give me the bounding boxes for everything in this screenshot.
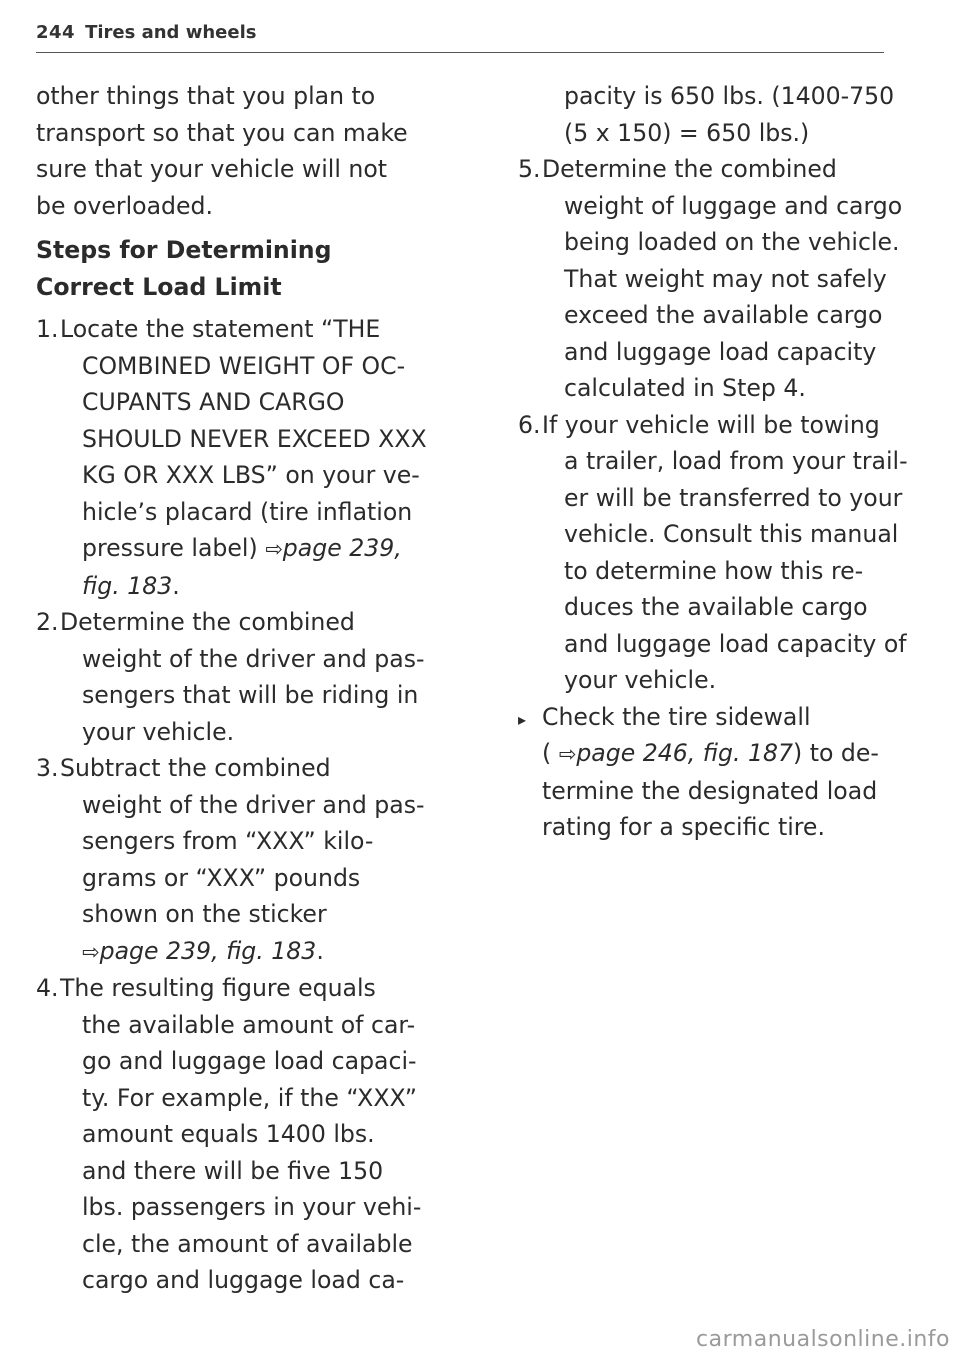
text-line: Determine the combined (542, 155, 837, 183)
step-3 (36, 750, 476, 970)
section-title: Tires and wheels (85, 22, 257, 43)
text-line: to determine how this re- (564, 556, 864, 585)
text-line: rating for a specific tire. (542, 813, 825, 841)
step-number: 5. (518, 155, 541, 183)
page-reference-link[interactable]: page 246, fig. 187 (576, 739, 794, 767)
text-line: weight of the driver and pas- (82, 790, 425, 819)
text-line: amount equals 1400 lbs. (82, 1120, 375, 1148)
text-line: SHOULD NEVER EXCEED XXX (82, 424, 427, 453)
figure-reference-link[interactable]: fig. 183 (82, 571, 173, 600)
heading-line: Steps for Determining (36, 236, 332, 264)
text-line: your vehicle. (82, 717, 235, 746)
step-4 (36, 970, 476, 1299)
text-line: weight of luggage and cargo (564, 191, 903, 220)
right-column (518, 78, 918, 846)
text-line: and there will be five 150 (82, 1156, 384, 1185)
step-number: 4. (36, 974, 59, 1002)
bullet-triangle-icon: ▸ (518, 709, 527, 729)
step-4-continued (518, 78, 918, 151)
step-number: 2. (36, 608, 59, 636)
text-line: If your vehicle will be towing (542, 410, 880, 439)
text-line: ty. For example, if the “XXX” (82, 1083, 417, 1112)
reference-arrow-icon: ⇨ (82, 939, 100, 964)
section-heading (36, 232, 476, 305)
text-line: a trailer, load from your trail- (564, 447, 908, 475)
text-line: the available amount of car- (82, 1010, 416, 1039)
left-column (36, 78, 476, 1299)
text-line (60, 568, 476, 605)
step-6 (518, 407, 918, 699)
text-line: sengers that will be riding in (82, 681, 419, 709)
text-line: lbs. passengers in your vehi- (82, 1193, 422, 1221)
text-line: hicle’s placard (tire inflation (82, 497, 413, 526)
text-line: The resulting figure equals (60, 974, 376, 1002)
text-line: KG OR XXX LBS” on your ve- (82, 461, 420, 489)
step-number: 1. (36, 315, 59, 343)
text-line: sengers from “XXX” kilo- (82, 827, 374, 855)
text-line: sure that your vehicle will not (36, 155, 388, 183)
text-line: weight of the driver and pas- (82, 644, 425, 673)
step-1 (36, 311, 476, 604)
text-line: and luggage load capacity (564, 337, 877, 366)
text-line: shown on the sticker (82, 900, 327, 928)
text-line: er will be transferred to your (564, 483, 903, 512)
text-line: Subtract the combined (60, 754, 331, 782)
reference-arrow-icon: ⇨ (558, 742, 577, 766)
page-reference-link[interactable]: page 239, fig. 183 (99, 936, 317, 965)
reference-arrow-icon: ⇨ (265, 537, 283, 561)
text-line: Determine the combined (60, 608, 355, 636)
step-number: 6. (518, 410, 541, 439)
text-line: exceed the available cargo (564, 301, 883, 329)
text-line: Locate the statement “THE (60, 315, 381, 343)
text-line: cle, the amount of available (82, 1229, 413, 1258)
text-line: pacity is 650 lbs. (1400-750 (564, 82, 895, 110)
watermark-logo: carmanualsonline.info (696, 1327, 950, 1352)
text-line: termine the designated load (542, 776, 878, 805)
text-line: transport so that you can make (36, 118, 408, 147)
text-line: CUPANTS AND CARGO (82, 388, 345, 416)
heading-line: Correct Load Limit (36, 272, 282, 301)
text-line: go and luggage load capaci- (82, 1047, 417, 1075)
text-line (60, 530, 476, 568)
step-2 (36, 604, 476, 750)
text-line: cargo and luggage load ca- (82, 1266, 405, 1294)
text-line (60, 933, 476, 971)
page-header (36, 22, 884, 53)
text-line: Check the tire sidewall (542, 702, 811, 731)
text-line: grams or “XXX” pounds (82, 863, 361, 892)
text-line: other things that you plan to (36, 82, 376, 110)
page-number: 244 (36, 22, 76, 43)
text-line (542, 735, 918, 773)
bullet-check-sidewall (518, 699, 918, 846)
text-line: That weight may not safely (564, 264, 887, 293)
step-number: 3. (36, 754, 59, 782)
text-line: COMBINED WEIGHT OF OC- (82, 351, 406, 380)
text-fragment: ) to de- (793, 739, 879, 767)
text-fragment: . (316, 936, 324, 965)
text-line: calculated in Step 4. (564, 374, 806, 402)
text-fragment: ( (542, 739, 552, 767)
text-line: being loaded on the vehicle. (564, 228, 900, 256)
page-reference-link[interactable]: page 239, (282, 534, 402, 562)
text-line: vehicle. Consult this manual (564, 520, 899, 548)
text-line: duces the available cargo (564, 593, 868, 621)
text-line: (5 x 150) = 650 lbs.) (564, 118, 810, 147)
step-5 (518, 151, 918, 407)
text-line: be overloaded. (36, 191, 214, 220)
text-line: your vehicle. (564, 666, 717, 694)
text-line: and luggage load capacity of (564, 629, 907, 658)
text-fragment: . (172, 571, 180, 600)
intro-paragraph (36, 78, 476, 224)
text-fragment: pressure label) (82, 534, 266, 562)
